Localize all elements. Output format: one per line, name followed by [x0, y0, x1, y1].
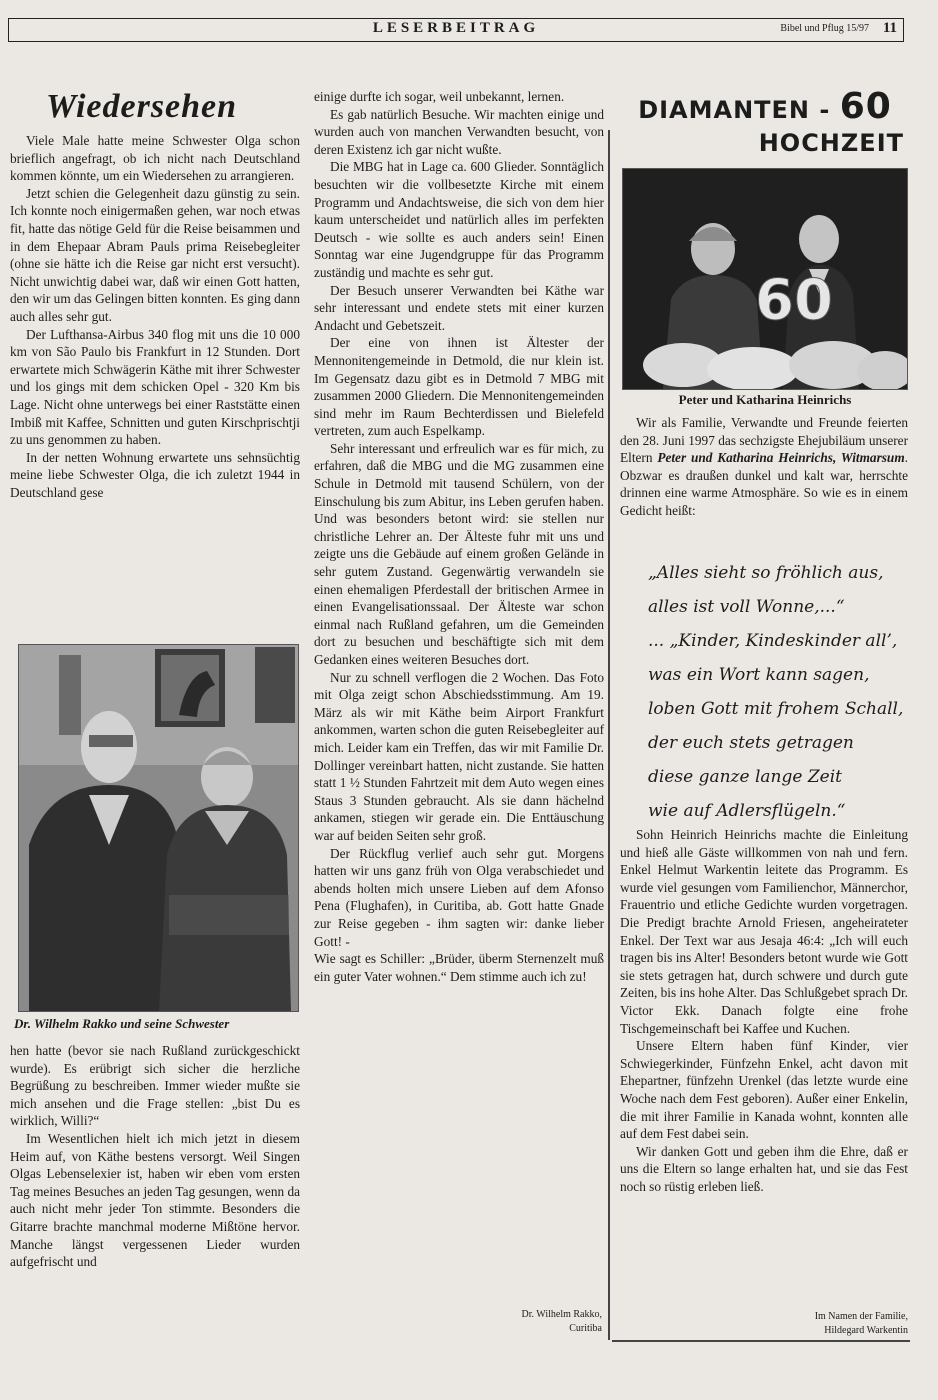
poem-line: diese ganze lange Zeit [648, 767, 842, 787]
photo-illustration [623, 169, 907, 389]
title-word: DIAMANTEN - [638, 96, 831, 124]
article2-body [620, 826, 908, 1195]
photo-caption-heinrichs: Peter und Katharina Heinrichs [678, 392, 852, 407]
paragraph: Der eine von ihnen ist Ältester der Mennonitengemeinde in Detmold, die nur klein ist. Im Gegensatz dazu gibt es in Detmold 7 MBG mit zusammen 2000 Gliedern. Die Mennonitengemeinden sind mehr im Raum Bechterdissen und Bielefeld vertreten, zum auch Espelkamp. [314, 335, 604, 439]
paragraph: Viele Male hatte meine Schwester Olga schon brieflich angefragt, ob ich nicht nach Deutschland kommen könnte, um ein Wiedersehen zu arrangieren. [10, 133, 300, 184]
paragraph: Sohn Heinrich Heinrichs machte die Einleitung und hieß alle Gäste willkommen von nah und fern. Enkel Helmut Warkentin leitete das Programm. Es wurde viel gesungen vom Familienchor, Männerchor, Frauentrio und etliche Gedichte wurden vorgetragen. Die Predigt brachte Arnold Friesen, angeheirateter Enkel. Der Text war aus Jesaja 46:4: „Ich will euch tragen bis ins Alter! Besonders betont wurde wie Gott sie stets getragen hat, durch schwere und durch gute Zeiten, bis ins hohe Alter. Das Schlußgebet sprach Dr. Victor Ekk. Danach folgte eine frohe Tischgemeinschaft bei Kaffee und Kuchen. [620, 827, 908, 1036]
paragraph: Jetzt schien die Gelegenheit dazu günstig zu sein. Ich konnte noch einigermaßen gehen, war noch etwas fit, hatte das nötige Geld für die Reise beisammen und in dem Ehepaar Abram Pauls prima Reisebegleiter (ohne sie hätte ich die Reise gar nicht erst versucht). Nicht unwichtig dabei war, daß wir einen Gott hatten, den wir um das Gelingen bitten konnten. Es ging dann auch alles sehr gut. [10, 185, 300, 324]
poem-line: was ein Wort kann sagen, [648, 665, 870, 685]
title-line2: HOCHZEIT [758, 129, 904, 157]
paragraph: Sehr interessant und erfreulich war es für mich, zu erfahren, daß die MBG und die MG zusammen eine Schule in Detmold mit tausend Schülern, von der Einschulung bis zum Abitur, ins Leben gerufen haben. Und was besonders betont wird: sie stellen nur christliche Lehrer an. Der Älteste fuhr mit uns und zeigte uns die Gebäude auf einem großen Gelände in sehr gutem Zustand. Gegenwärtig verwandeln sie einen ehemaligen Pferdestall der britischen Armee in einen Evangelisationssaal. Der Älteste war schon einmal nach Rußland gefahren, um die Gemeinden dort zu besuchen und beschäftigte sich mit dem Gedanken eines weiteren Besuches dort. [314, 440, 604, 667]
publication-reference: Bibel und Pflug 15/97 [780, 23, 869, 34]
signature-warkentin [700, 1310, 908, 1338]
paragraph: Im Wesentlichen hielt ich mich jetzt in diesem Heim auf, von Käthe bestens versorgt. Weil Singen Olgas Lebenselexier ist, haben wir eben vom ersten Tag meines Besuches an jeden Tag gesungen, wenn da auch nicht mehr jeder Ton stimmte. Besonders die Gitarre brachte manchmal moderne Mißtöne hervor. Manche längst vergessenen Lieder wurden aufgefrischt und [10, 1130, 300, 1270]
page-header [8, 18, 904, 42]
signature-rakko [492, 1308, 602, 1336]
article1-column2 [314, 88, 604, 985]
paragraph: Der Rückflug verlief auch sehr gut. Morgens hatten wir uns ganz früh von Olga verabschiedet und abends holten mich unsere Lieben auf dem Afonso Pena (Flughafen), in Curitiba, ab. Gott hatte Gnade zur Reise gegeben - ihm sagten wir: danke lieber Gott! - [314, 845, 604, 949]
page-number: 11 [882, 20, 897, 36]
poem-line: wie auf Adlersflügeln.“ [648, 801, 846, 821]
intro-text: Wir als Familie, Verwandte und Freunde feierten den 28. Juni 1997 das sechzigste Ehejubiläum unserer Eltern [620, 415, 908, 466]
intro-names: Peter und Katharina Heinrichs, Witmarsum [657, 450, 905, 466]
paragraph: Wie sagt es Schiller: „Brüder, überm Sternenzelt muß ein guter Vater wohnen.“ Dem stimme auch ich zu! [314, 951, 604, 984]
paragraph: Unsere Eltern haben fünf Kinder, vier Schwiegerkinder, Fünfzehn Enkel, acht davon mit Ehepartner, fünfzehn Urenkel (das letzte wurde eine Woche nach dem Fest geboren). Außer einer Enkelin, die mit ihrer Familie in Kanada wohnt, konnten alle auf dem Fest dabei sein. [620, 1038, 908, 1142]
photo-rakko-and-sister [18, 644, 299, 1012]
poem-line: „Alles sieht so fröhlich aus, [648, 563, 884, 583]
paragraph: Der Besuch unserer Verwandten bei Käthe war sehr interessant und endete stets mit einer kurzen Andacht und Gebetszeit. [314, 282, 604, 333]
paragraph: In der netten Wohnung erwartete uns sehnsüchtig meine liebe Schwester Olga, die ich zuletzt 1944 in Deutschland gese [10, 449, 300, 500]
poem-line: der euch stets getragen [648, 733, 854, 753]
article2-bottom-rule [612, 1340, 910, 1342]
poem [648, 556, 908, 828]
article2-intro [620, 414, 908, 520]
paragraph: Der Lufthansa-Airbus 340 flog mit uns die 10 000 km von São Paulo bis Frankfurt in 12 Stunden. Dort erwartete mich Schwägerin Käthe mit ihrer Schwester und los gings mit dem schicken Opel - 320 Km bis Lage. Nicht ohne unterwegs bei einer Raststätte einen Imbiß mit Kaffee, Schnitten und guten Kirschprischtji zu uns genommen zu haben. [10, 326, 300, 448]
paragraph: Nur zu schnell verflogen die 2 Wochen. Das Foto mit Olga zeigt schon Abschiedsstimmung. Am 19. März als wir mit Käthe beim Airport Frankfurt ankommen, warten schon die guten Reisebegleiter auf mich. Leider kam ein Treffen, das wir mit Familie Dr. Dollinger vereinbart hatten, nicht zustande. Sie hatten statt 1 ½ Stunden Fahrtzeit mit dem Auto wegen eines Staus 3 Stunden gebraucht. Als sie dann hächelnd ankamen, stiegen wir gerade ein. Die Enttäuschung war auf beiden Seiten sehr groß. [314, 669, 604, 843]
paragraph: hen hatte (bevor sie nach Rußland zurückgeschickt wurde). Es erübrigt sich sicher die herzliche Begrüßung zu beschreiben. Immer wieder mußte sie mich ansehen und die Frage stellen: „bist Du es wirklich, Willi?“ [10, 1043, 300, 1129]
paragraph: einige durfte ich sogar, weil unbekannt, lernen. [314, 89, 565, 104]
section-title: LESERBEITRAG [372, 20, 540, 36]
paragraph: Die MBG hat in Lage ca. 600 Glieder. Sonntäglich besuchten wir die vollbesetzte Kirche mit einem Programm und Andachtsweise, die sich von dem hier kaum unterscheidet und natürlich alles im perfekten Deutsch - wie sollte es auch anders sein! Einen Sonntag war eine Jugendgruppe für das Programm zuständig und machte es sehr gut. [314, 159, 604, 280]
column-divider [608, 130, 610, 1340]
svg-text:60: 60 [755, 268, 833, 333]
signature-line: Im Namen der Familie, [814, 1311, 908, 1322]
article-title-wiedersehen: Wiedersehen [46, 88, 238, 125]
article-title-diamanten-hochzeit [622, 86, 908, 157]
intro-text-end: . Obzwar es draußen dunkel und kalt war, herrschte drinnen eine warme Atmosphäre. So wie es in einem Gedicht heißt: [620, 450, 908, 518]
photo-heinrichs-couple [622, 168, 908, 390]
paragraph: Es gab natürlich Besuche. Wir machten einige und wurden auch von manchen Verwandten besucht, von deren Existenz ich gar nicht wußte. [314, 106, 604, 157]
article1-column1-continued [10, 1042, 300, 1271]
signature-name: Dr. Wilhelm Rakko, [521, 1309, 602, 1320]
intro-paragraph [620, 414, 908, 520]
photo-caption-rakko: Dr. Wilhelm Rakko und seine Schwester [14, 1016, 230, 1031]
article1-column1 [10, 132, 300, 501]
poem-line: loben Gott mit frohem Schall, [648, 699, 904, 719]
title-number: 60 [839, 86, 892, 127]
signature-place: Curitiba [569, 1323, 602, 1334]
photo-illustration [19, 645, 298, 1011]
poem-line: ... „Kinder, Kindeskinder all’, [648, 631, 898, 651]
signature-line: Hildegard Warkentin [824, 1325, 908, 1336]
paragraph: Wir danken Gott und geben ihm die Ehre, daß er uns die Eltern so lange erhalten hat, und sie das Fest noch so rüstig erleben ließ. [620, 1143, 908, 1194]
title-line1 [622, 86, 908, 127]
poem-line: alles ist voll Wonne,...“ [648, 597, 845, 617]
